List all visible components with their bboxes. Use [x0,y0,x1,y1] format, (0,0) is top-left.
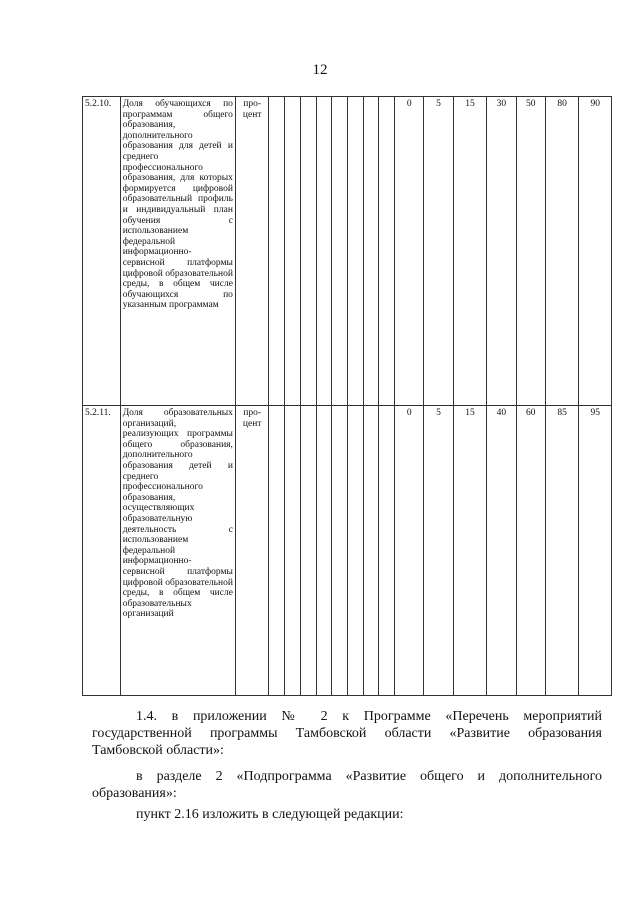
row-number: 5.2.11. [83,406,121,696]
value-cell: 95 [579,406,612,696]
value-cell [285,406,301,696]
row-number: 5.2.10. [83,97,121,406]
value-cell: 0 [395,406,424,696]
unit-cell: про-цент [235,97,269,406]
value-cell [347,97,363,406]
table-row [83,406,612,696]
value-cell: 0 [395,97,424,406]
value-cell: 80 [545,97,579,406]
value-cell [269,97,285,406]
value-cell: 60 [516,406,545,696]
paragraph-amendment-1-4: 1.4. в приложении № 2 к Программе «Перечень мероприятий государственной программы Тамбовской области «Развитие образования Тамбовской области»: [92,709,602,758]
value-cell: 5 [424,406,453,696]
value-cell: 40 [487,406,516,696]
value-cell: 5 [424,97,453,406]
value-cell [363,406,379,696]
value-cell: 15 [453,406,487,696]
indicator-name: Доля образовательных организаций, реализующих программы общего образования, дополнительного образования детей и среднего профессионального образования, осуществляющих образовательную деятельность с использованием федеральной информационно-сервисной платформы цифровой образовательной среды, в общем числе образовательных организаций [120,406,235,696]
indicators-table [82,96,612,696]
paragraph-item-2-16: пункт 2.16 изложить в следующей редакции: [136,807,404,822]
value-cell: 15 [453,97,487,406]
value-cell [347,406,363,696]
value-cell: 85 [545,406,579,696]
value-cell [379,406,395,696]
indicator-name: Доля обучающихся по программам общего образования, дополнительного образования для детей и среднего профессионального образования, для которых формируется цифровой образовательный профиль и индивидуальный план обучения с использованием федеральной информационно-сервисной платформы цифровой образовательной среды, в общем числе обучающихся по указанным программам [120,97,235,406]
value-cell [363,97,379,406]
page-number: 12 [312,62,328,78]
value-cell [316,406,332,696]
value-cell: 30 [487,97,516,406]
value-cell [300,406,316,696]
value-cell: 50 [516,97,545,406]
value-cell: 90 [579,97,612,406]
value-cell [379,97,395,406]
value-cell [269,406,285,696]
table-row [83,97,612,406]
value-cell [332,406,348,696]
value-cell [285,97,301,406]
value-cell [316,97,332,406]
paragraph-section-2: в разделе 2 «Подпрограмма «Развитие общего и дополнительного образования»: [92,769,602,801]
value-cell [332,97,348,406]
unit-cell: про-цент [235,406,269,696]
value-cell [300,97,316,406]
